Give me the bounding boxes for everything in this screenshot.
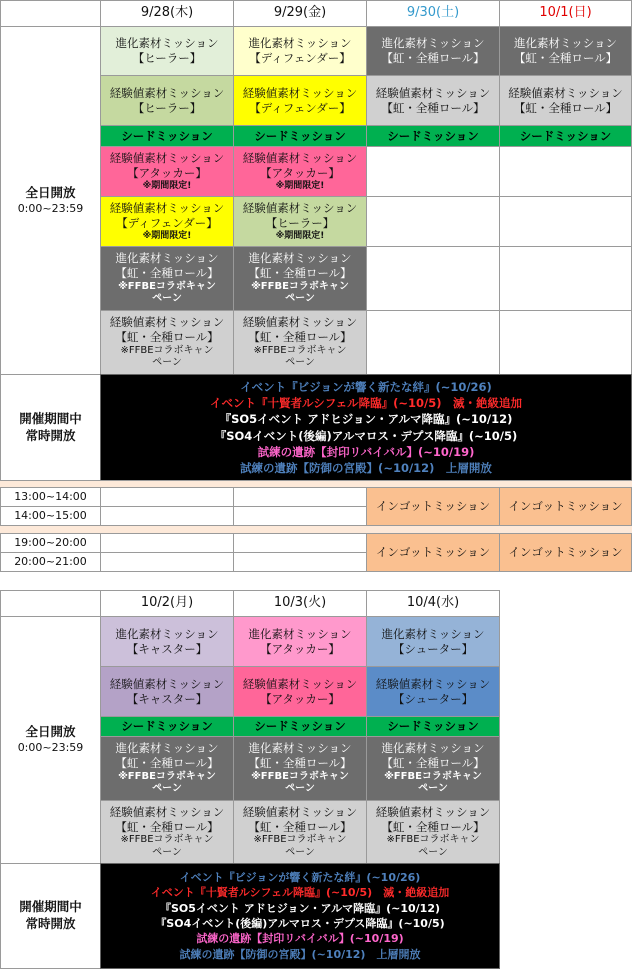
mission-name: 経験値素材ミッション: [375, 804, 491, 819]
allday-time: 0:00~23:59: [17, 741, 84, 755]
mission-role: 【アタッカー】: [260, 165, 340, 180]
mission-cell[interactable]: [100, 26, 234, 76]
mission-role: 【ヒーラー】: [132, 51, 202, 65]
event-item[interactable]: イベント『ビジョンが響く新たな絆』(~10/26): [240, 380, 492, 395]
event-item[interactable]: 『SO4イベント(後編)アルマロス・デプス降臨』(~10/5): [214, 428, 518, 443]
mission-name: 経験値素材ミッション: [109, 200, 225, 215]
mission-cell[interactable]: [366, 616, 500, 667]
mission-cell[interactable]: [233, 736, 367, 801]
mission-role: 【虹・全種ロール】: [381, 51, 485, 65]
mission-role: 【虹・全種ロール】: [115, 819, 219, 834]
mission-role: 【ディフェンダー】: [249, 100, 351, 115]
mission-role: 【シューター】: [392, 641, 474, 656]
seed-mission-cell[interactable]: [499, 125, 632, 147]
date-header: [233, 0, 367, 27]
mission-cell[interactable]: [233, 616, 367, 667]
mission-role: 【キャスター】: [126, 691, 208, 706]
period-title: 開催期間中: [19, 899, 82, 915]
mission-cell[interactable]: [100, 800, 234, 864]
mission-name: 進化素材ミッション: [248, 741, 352, 756]
event-item[interactable]: 試練の遺跡【防御の宮殿】(~10/12) 上層開放: [240, 460, 492, 475]
ingot-mission-cell[interactable]: [499, 533, 632, 572]
mission-name: 経験値素材ミッション: [109, 150, 225, 165]
collab-note: ペーン: [152, 783, 182, 795]
time-slot: [0, 552, 101, 572]
allday-title: 全日開放: [25, 184, 76, 200]
period-subtitle: 常時開放: [25, 916, 76, 931]
mission-cell[interactable]: [366, 736, 500, 801]
collab-note: ペーン: [285, 846, 315, 858]
seed-mission-cell[interactable]: [366, 125, 500, 147]
event-list: [100, 374, 632, 481]
empty-cell: [366, 196, 500, 247]
date-header: [366, 590, 500, 617]
empty-cell: [499, 196, 632, 247]
time-slot: [0, 487, 101, 507]
collab-note: ※FFBEコラボキャン: [118, 280, 216, 292]
mission-cell[interactable]: [233, 146, 367, 197]
date-label: 9/29(金): [273, 5, 327, 21]
mission-name: インゴットミッション: [375, 499, 491, 514]
mission-role: 【アタッカー】: [260, 691, 340, 706]
ingot-mission-cell[interactable]: [499, 487, 632, 526]
mission-role: 【ヒーラー】: [265, 215, 335, 230]
allday-label: [0, 26, 101, 375]
mission-role: 【ディフェンダー】: [116, 215, 218, 230]
collab-note: ペーン: [418, 846, 448, 858]
empty-cell: [100, 533, 234, 553]
period-title: 開催期間中: [19, 410, 82, 426]
mission-cell[interactable]: [233, 75, 367, 126]
mission-cell[interactable]: [100, 666, 234, 717]
collab-note: ※FFBEコラボキャン: [118, 770, 216, 782]
limited-note: ※期間限定!: [275, 180, 325, 191]
mission-role: 【シューター】: [392, 691, 474, 706]
mission-role: 【ディフェンダー】: [249, 51, 351, 65]
mission-name: 進化素材ミッション: [513, 36, 618, 51]
collab-note: ※FFBEコラボキャン: [120, 834, 214, 846]
mission-name: 経験値素材ミッション: [242, 804, 358, 819]
mission-name: インゴットミッション: [508, 545, 623, 560]
seed-mission-cell[interactable]: [366, 716, 500, 737]
collab-note: ペーン: [152, 846, 182, 858]
event-item[interactable]: 試練の遺跡【封印リバイバル】(~10/19): [196, 932, 404, 946]
mission-name: インゴットミッション: [375, 545, 491, 560]
collab-note: ペーン: [285, 783, 315, 795]
event-item[interactable]: 試練の遺跡【封印リバイバル】(~10/19): [257, 444, 475, 459]
mission-role: 【アタッカー】: [260, 641, 340, 656]
mission-name: 進化素材ミッション: [248, 626, 352, 641]
mission-role: 【ヒーラー】: [132, 100, 202, 115]
mission-role: 【虹・全種ロール】: [513, 100, 618, 115]
ingot-mission-cell[interactable]: [366, 487, 500, 526]
mission-name: インゴットミッション: [508, 499, 623, 514]
time-slot: [0, 533, 101, 553]
mission-role: 【虹・全種ロール】: [115, 266, 219, 280]
mission-name: 経験値素材ミッション: [508, 85, 623, 100]
mission-name: 経験値素材ミッション: [242, 200, 358, 215]
ingot-mission-cell[interactable]: [366, 533, 500, 572]
mission-cell[interactable]: [233, 800, 367, 864]
mission-cell[interactable]: [100, 146, 234, 197]
empty-cell: [233, 552, 367, 572]
mission-role: 【虹・全種ロール】: [248, 756, 352, 770]
event-item[interactable]: 『SO4イベント(後編)アルマロス・デプス降臨』(~10/5): [155, 917, 445, 930]
mission-cell[interactable]: [100, 75, 234, 126]
time-label: 13:00~14:00: [14, 490, 87, 504]
event-item[interactable]: 『SO5イベント アドヒジョン・アルマ降臨』(~10/12): [160, 901, 440, 915]
mission-cell[interactable]: [366, 666, 500, 717]
mission-name: 進化素材ミッション: [115, 36, 219, 51]
mission-cell[interactable]: [233, 26, 367, 76]
date-header: [100, 590, 234, 617]
corner-cell: [0, 590, 101, 617]
mission-role: 【虹・全種ロール】: [115, 330, 219, 344]
date-header: [233, 590, 367, 617]
mission-name: 進化素材ミッション: [381, 36, 485, 51]
mission-name: 経験値素材ミッション: [109, 804, 225, 819]
date-header-sunday: [499, 0, 632, 27]
collab-note: ペーン: [285, 293, 315, 305]
date-label: 10/1(日): [539, 5, 592, 21]
mission-role: 【虹・全種ロール】: [248, 819, 352, 834]
seed-mission-cell[interactable]: [233, 125, 367, 147]
mission-cell[interactable]: [366, 75, 500, 126]
date-label: 10/4(水): [406, 595, 460, 611]
mission-name: 進化素材ミッション: [115, 741, 219, 756]
mission-role: 【虹・全種ロール】: [513, 51, 618, 65]
allday-title: 全日開放: [25, 724, 76, 740]
mission-name: 進化素材ミッション: [381, 741, 485, 756]
mission-cell[interactable]: [100, 616, 234, 667]
mission-name: 進化素材ミッション: [115, 626, 219, 641]
empty-cell: [100, 506, 234, 526]
mission-cell[interactable]: [233, 246, 367, 311]
mission-role: 【アタッカー】: [127, 165, 207, 180]
collab-note: ※FFBEコラボキャン: [251, 280, 349, 292]
mission-name: 進化素材ミッション: [381, 626, 485, 641]
seed-mission-cell[interactable]: [100, 125, 234, 147]
collab-note: ペーン: [285, 357, 315, 369]
mission-name: 経験値素材ミッション: [242, 85, 358, 100]
date-header: [100, 0, 234, 27]
mission-name: シードミッション: [121, 719, 213, 734]
limited-note: ※期間限定!: [275, 230, 325, 241]
empty-cell: [366, 310, 500, 375]
date-label: 9/30(土): [406, 5, 460, 21]
date-label: 9/28(木): [140, 5, 194, 21]
collab-note: ※FFBEコラボキャン: [253, 834, 347, 846]
empty-cell: [499, 246, 632, 311]
period-label: [0, 863, 101, 969]
period-label: [0, 374, 101, 481]
mission-cell[interactable]: [100, 736, 234, 801]
date-label: 10/3(火): [273, 595, 327, 611]
collab-note: ※FFBEコラボキャン: [120, 344, 214, 356]
collab-note: ペーン: [152, 357, 182, 369]
mission-cell[interactable]: [233, 196, 367, 247]
seed-mission-cell[interactable]: [233, 716, 367, 737]
empty-cell: [499, 310, 632, 375]
mission-role: 【虹・全種ロール】: [115, 756, 219, 770]
mission-name: 経験値素材ミッション: [109, 85, 225, 100]
mission-cell[interactable]: [366, 800, 500, 864]
empty-cell: [100, 552, 234, 572]
allday-label: [0, 616, 101, 864]
mission-name: 進化素材ミッション: [248, 251, 352, 266]
empty-cell: [233, 506, 367, 526]
mission-name: 経験値素材ミッション: [242, 676, 358, 691]
time-label: 20:00~21:00: [14, 555, 87, 569]
mission-role: 【虹・全種ロール】: [248, 330, 352, 344]
empty-cell: [366, 146, 500, 197]
mission-name: 経験値素材ミッション: [109, 676, 225, 691]
mission-role: 【キャスター】: [126, 641, 208, 656]
mission-name: 経験値素材ミッション: [375, 85, 491, 100]
mission-name: 経験値素材ミッション: [109, 315, 225, 330]
mission-cell[interactable]: [499, 75, 632, 126]
collab-note: ペーン: [152, 293, 182, 305]
event-item[interactable]: 『SO5イベント アドヒジョン・アルマ降臨』(~10/12): [219, 412, 513, 427]
empty-cell: [100, 487, 234, 507]
event-list: [100, 863, 500, 969]
mission-role: 【虹・全種ロール】: [248, 266, 352, 280]
mission-name: 経験値素材ミッション: [242, 150, 358, 165]
collab-note: ペーン: [418, 783, 448, 795]
mission-cell[interactable]: [100, 310, 234, 375]
time-label: 19:00~20:00: [14, 536, 87, 550]
mission-role: 【虹・全種ロール】: [381, 819, 485, 834]
date-header-saturday: [366, 0, 500, 27]
mission-cell[interactable]: [366, 26, 500, 76]
mission-name: シードミッション: [387, 719, 479, 734]
limited-note: ※期間限定!: [142, 230, 192, 241]
mission-name: 進化素材ミッション: [248, 36, 352, 51]
date-label: 10/2(月): [140, 595, 194, 611]
mission-name: シードミッション: [254, 719, 346, 734]
limited-note: ※期間限定!: [142, 180, 192, 191]
event-item[interactable]: 試練の遺跡【防御の宮殿】(~10/12) 上層開放: [179, 947, 421, 961]
mission-name: シードミッション: [121, 128, 213, 143]
empty-cell: [499, 146, 632, 197]
mission-cell[interactable]: [100, 246, 234, 311]
mission-role: 【虹・全種ロール】: [381, 100, 485, 115]
mission-cell[interactable]: [499, 26, 632, 76]
mission-cell[interactable]: [100, 196, 234, 247]
event-item[interactable]: イベント『十賢者ルシフェル降臨』(~10/5) 滅・絶級追加: [150, 886, 450, 900]
mission-name: 経験値素材ミッション: [375, 676, 491, 691]
mission-name: シードミッション: [519, 128, 612, 143]
collab-note: ※FFBEコラボキャン: [384, 770, 482, 782]
time-label: 14:00~15:00: [14, 509, 87, 523]
mission-name: シードミッション: [254, 128, 346, 143]
mission-name: 進化素材ミッション: [115, 251, 219, 266]
collab-note: ※FFBEコラボキャン: [386, 834, 480, 846]
allday-time: 0:00~23:59: [17, 201, 84, 215]
event-item[interactable]: イベント『ビジョンが響く新たな絆』(~10/26): [179, 870, 421, 884]
empty-cell: [366, 246, 500, 311]
mission-name: シードミッション: [387, 128, 479, 143]
empty-cell: [233, 533, 367, 553]
mission-name: 経験値素材ミッション: [242, 315, 358, 330]
empty-cell: [233, 487, 367, 507]
collab-note: ※FFBEコラボキャン: [253, 344, 347, 356]
mission-role: 【虹・全種ロール】: [381, 756, 485, 770]
seed-mission-cell[interactable]: [100, 716, 234, 737]
collab-note: ※FFBEコラボキャン: [251, 770, 349, 782]
mission-cell[interactable]: [233, 310, 367, 375]
corner-cell: [0, 0, 101, 27]
event-item[interactable]: イベント『十賢者ルシフェル降臨』(~10/5) 滅・絶級追加: [210, 396, 522, 411]
time-slot: [0, 506, 101, 526]
mission-cell[interactable]: [233, 666, 367, 717]
period-subtitle: 常時開放: [25, 427, 76, 443]
